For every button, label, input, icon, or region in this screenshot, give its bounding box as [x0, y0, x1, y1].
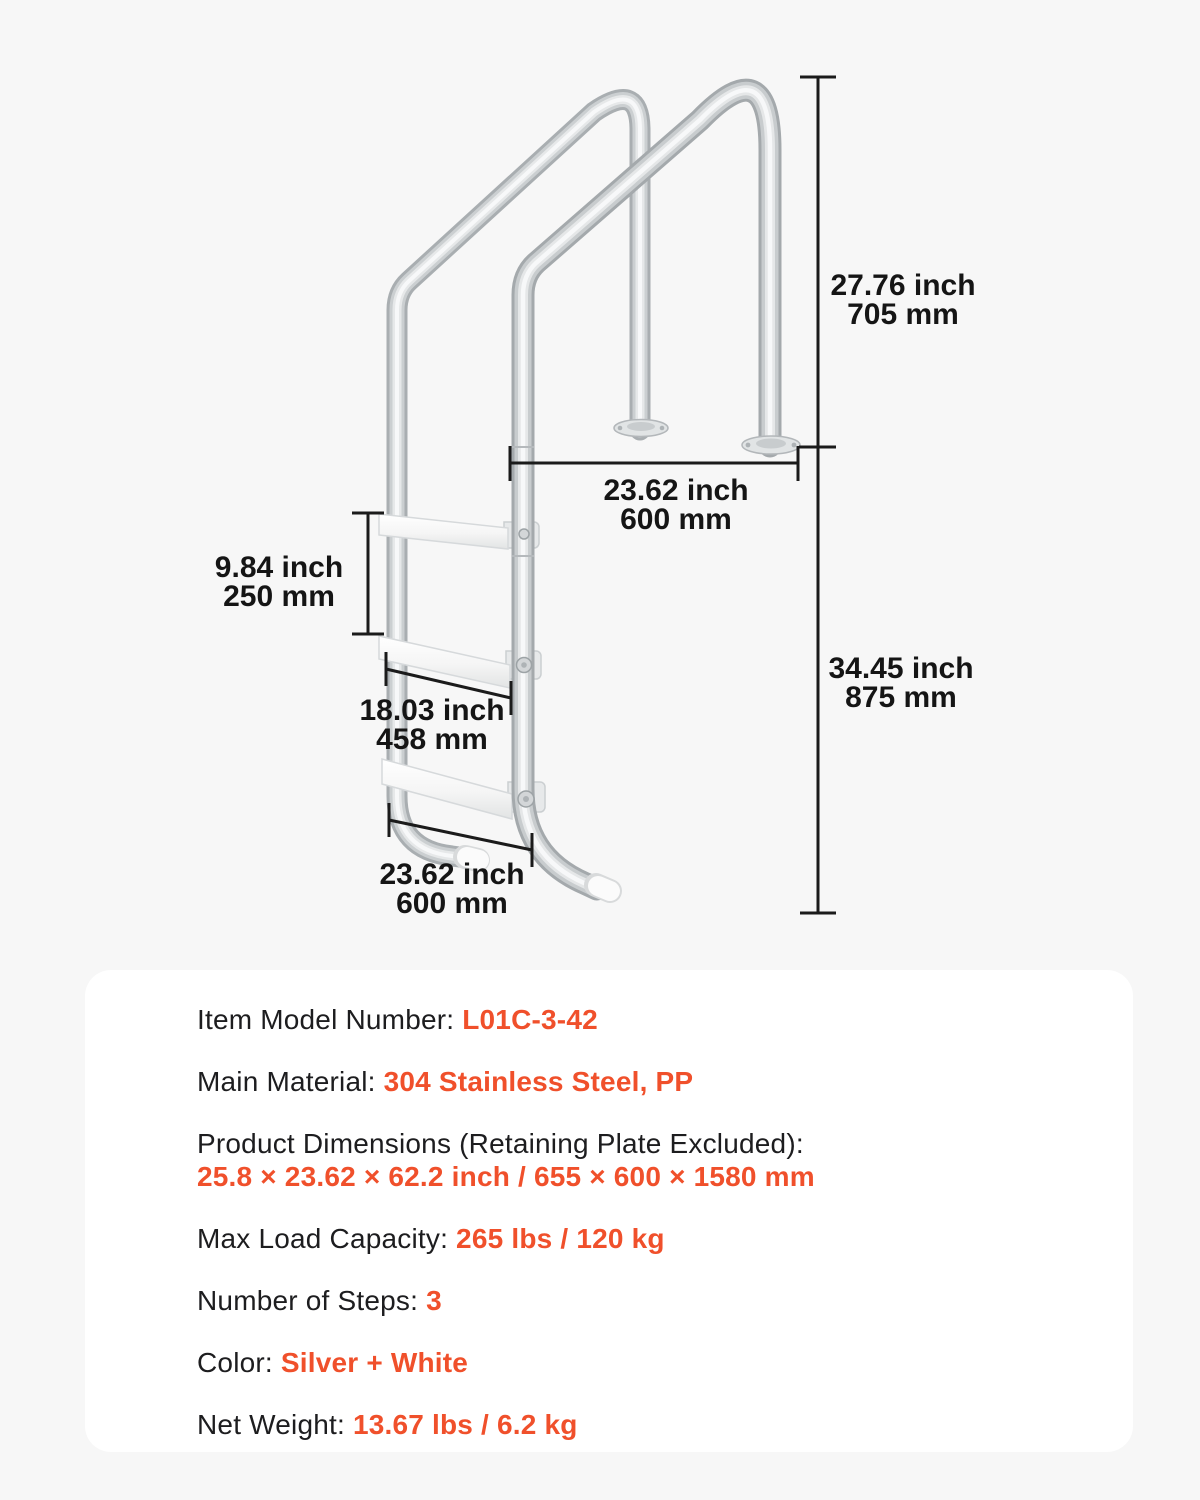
spec-value: 265 lbs / 120 kg	[456, 1223, 665, 1254]
spec-value: L01C-3-42	[462, 1004, 598, 1035]
dim-label-step-spacing	[215, 553, 343, 611]
dim-label-below-deck-height	[828, 654, 973, 712]
dim-inch: 27.76 inch	[830, 269, 976, 302]
spec-value: 304 Stainless Steel, PP	[383, 1066, 694, 1097]
spec-label: Number of Steps:	[197, 1285, 427, 1316]
spec-row-steps	[197, 1284, 1093, 1317]
spec-label: Color:	[197, 1347, 281, 1378]
spec-label: Product Dimensions (Retaining Plate Excluded):	[197, 1128, 804, 1159]
spec-value: 3	[426, 1285, 442, 1316]
spec-row-net-weight	[197, 1408, 1093, 1441]
dim-label-bottom-depth	[379, 860, 524, 918]
dim-inch: 23.62 inch	[603, 474, 749, 507]
spec-value: 25.8 × 23.62 × 62.2 inch / 655 × 600 × 1580 mm	[197, 1161, 815, 1192]
spec-label: Max Load Capacity:	[197, 1223, 457, 1254]
dim-mm: 875 mm	[845, 681, 957, 714]
dim-inch: 18.03 inch	[359, 694, 505, 727]
spec-label: Item Model Number:	[197, 1004, 463, 1035]
dim-mm: 600 mm	[396, 887, 508, 920]
dim-mm: 250 mm	[223, 580, 335, 613]
spec-row-product-dimensions	[197, 1127, 1093, 1193]
spec-label: Net Weight:	[197, 1409, 353, 1440]
spec-row-color	[197, 1346, 1093, 1379]
dim-label-handrail-height	[830, 271, 975, 329]
spec-value: Silver + White	[280, 1347, 469, 1378]
dim-mm: 458 mm	[376, 723, 488, 756]
dim-label-step-width	[359, 696, 504, 754]
dim-inch: 23.62 inch	[379, 858, 525, 891]
spec-row-model	[197, 1003, 1093, 1036]
spec-value: 13.67 lbs / 6.2 kg	[352, 1409, 578, 1440]
spec-row-material	[197, 1065, 1093, 1098]
dim-mm: 600 mm	[620, 503, 732, 536]
spec-label: Main Material:	[197, 1066, 384, 1097]
dim-label-top-depth	[603, 476, 748, 534]
dim-mm: 705 mm	[847, 298, 959, 331]
dim-inch: 9.84 inch	[214, 551, 344, 584]
front-foot-cap	[596, 885, 610, 891]
spec-card	[85, 970, 1133, 1452]
dim-inch: 34.45 inch	[828, 652, 974, 685]
spec-row-max-load	[197, 1222, 1093, 1255]
